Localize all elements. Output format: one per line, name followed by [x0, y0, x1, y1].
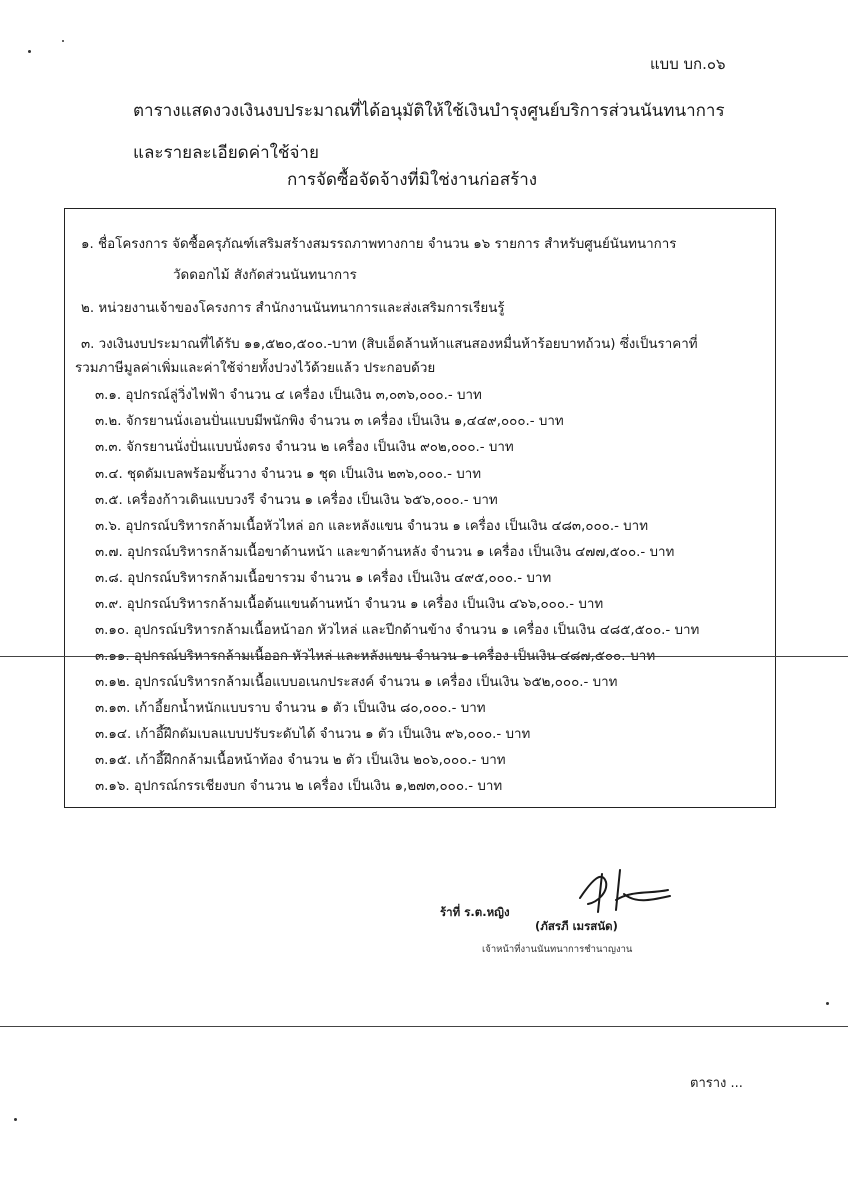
budget-item: ๓.๗. อุปกรณ์บริหารกล้ามเนื้อขาด้านหน้า และขาด้านหลัง จำนวน ๑ เครื่อง เป็นเงิน ๔๗๗,๕๐๐.- บาท [95, 545, 675, 560]
budget-item: ๓.๑๒. อุปกรณ์บริหารกล้ามเนื้อแบบอเนกประสงค์ จำนวน ๑ เครื่อง เป็นเงิน ๖๕๒,๐๐๐.- บาท [95, 675, 618, 690]
budget-item: ๓.๑๐. อุปกรณ์บริหารกล้ามเนื้อหน้าอก หัวไหล่ และปีกด้านข้าง จำนวน ๑ เครื่อง เป็นเงิน ๔๘๕,๕๐๐.- บาท [95, 623, 700, 638]
signatory-name: (ภัสรภี เมรสนัด) [535, 919, 618, 933]
budget-item: ๓.๑๖. อุปกรณ์กรรเชียงบก จำนวน ๒ เครื่อง เป็นเงิน ๑,๒๗๓,๐๐๐.- บาท [95, 779, 503, 794]
budget-item: ๓.๑๕. เก้าอี้ฝึกกล้ามเนื้อหน้าท้อง จำนวน ๒ ตัว เป็นเงิน ๒๐๖,๐๐๐.- บาท [95, 753, 506, 768]
document-title-line-2: และรายละเอียดค่าใช้จ่าย [133, 143, 319, 163]
budget-item: ๓.๑. อุปกรณ์ลู่วิ่งไฟฟ้า จำนวน ๔ เครื่อง เป็นเงิน ๓,๐๓๖,๐๐๐.- บาท [95, 388, 482, 403]
budget-item: ๓.๑๓. เก้าอี้ยกน้ำหนักแบบราบ จำนวน ๑ ตัว เป็นเงิน ๘๐,๐๐๐.- บาท [95, 701, 486, 716]
continued-note: ตาราง ... [690, 1076, 743, 1091]
budget-item: ๓.๑๔. เก้าอี้ฝึกดัมเบลแบบปรับระดับได้ จำนวน ๑ ตัว เป็นเงิน ๙๖,๐๐๐.- บาท [95, 727, 531, 742]
handwritten-signature-icon [540, 860, 690, 920]
owner-agency: ๒. หน่วยงานเจ้าของโครงการ สำนักงานนันทนาการและส่งเสริมการเรียนรู้ [81, 301, 505, 316]
budget-item: ๓.๙. อุปกรณ์บริหารกล้ามเนื้อต้นแขนด้านหน้า จำนวน ๑ เครื่อง เป็นเงิน ๔๖๖,๐๐๐.- บาท [95, 597, 604, 612]
document-title-line-3: การจัดซื้อจัดจ้างที่มิใช่งานก่อสร้าง [287, 170, 538, 190]
budget-item: ๓.๔. ชุดดัมเบลพร้อมชั้นวาง จำนวน ๑ ชุด เป็นเงิน ๒๓๖,๐๐๐.- บาท [95, 467, 482, 482]
budget-item: ๓.๘. อุปกรณ์บริหารกล้ามเนื้อขารวม จำนวน ๑ เครื่อง เป็นเงิน ๔๙๕,๐๐๐.- บาท [95, 571, 552, 586]
scan-speck [28, 50, 31, 53]
budget-item: ๓.๑๑. อุปกรณ์บริหารกล้ามเนื้ออก หัวไหล่ และหลังแขน จำนวน ๑ เครื่อง เป็นเงิน ๔๘๗,๕๐๐.-บาท [95, 649, 656, 664]
scan-speck [826, 1002, 829, 1005]
details-box [64, 208, 776, 808]
budget-line-2: รวมภาษีมูลค่าเพิ่มและค่าใช้จ่ายทั้งปวงไว้ด้วยแล้ว ประกอบด้วย [75, 361, 436, 376]
scan-line [0, 1026, 848, 1027]
signature-block [430, 860, 760, 970]
budget-item: ๓.๓. จักรยานนั่งปั่นแบบนั่งตรง จำนวน ๒ เครื่อง เป็นเงิน ๙๐๒,๐๐๐.- บาท [95, 440, 514, 455]
scan-speck [14, 1118, 17, 1121]
scan-line [0, 656, 848, 657]
scan-speck [62, 40, 64, 42]
budget-item: ๓.๒. จักรยานนั่งเอนปั่นแบบมีพนักพิง จำนวน ๓ เครื่อง เป็นเงิน ๑,๔๔๙,๐๐๐.- บาท [95, 414, 564, 429]
budget-item: ๓.๕. เครื่องก้าวเดินแบบวงรี จำนวน ๑ เครื่อง เป็นเงิน ๖๕๖,๐๐๐.- บาท [95, 493, 498, 508]
signature-label: ร้าที่ ร.ต.หญิง [440, 905, 510, 919]
signatory-position: เจ้าหน้าที่งานนันทนาการชำนาญงาน [482, 944, 633, 955]
document-title-line-1: ตารางแสดงวงเงินงบประมาณที่ได้อนุมัติให้ใช้เงินบำรุงศูนย์บริการส่วนนันทนาการ [133, 101, 725, 121]
budget-item: ๓.๖. อุปกรณ์บริหารกล้ามเนื้อหัวไหล่ อก และหลังแขน จำนวน ๑ เครื่อง เป็นเงิน ๔๘๓,๐๐๐.- บาท [95, 519, 649, 534]
budget-line-1: ๓. วงเงินงบประมาณที่ได้รับ ๑๑,๕๒๐,๕๐๐.-บาท (สิบเอ็ดล้านห้าแสนสองหมื่นห้าร้อยบาทถ้วน) ซึ่งเป็นราคาที่ [81, 337, 698, 352]
form-code: แบบ บก.๐๖ [650, 55, 726, 73]
project-name-line-1: ๑. ชื่อโครงการ จัดซื้อครุภัณฑ์เสริมสร้างสมรรถภาพทางกาย จำนวน ๑๖ รายการ สำหรับศูนย์นันทนาการ [81, 237, 677, 252]
project-name-line-2: วัดดอกไม้ สังกัดส่วนนันทนาการ [173, 268, 357, 283]
